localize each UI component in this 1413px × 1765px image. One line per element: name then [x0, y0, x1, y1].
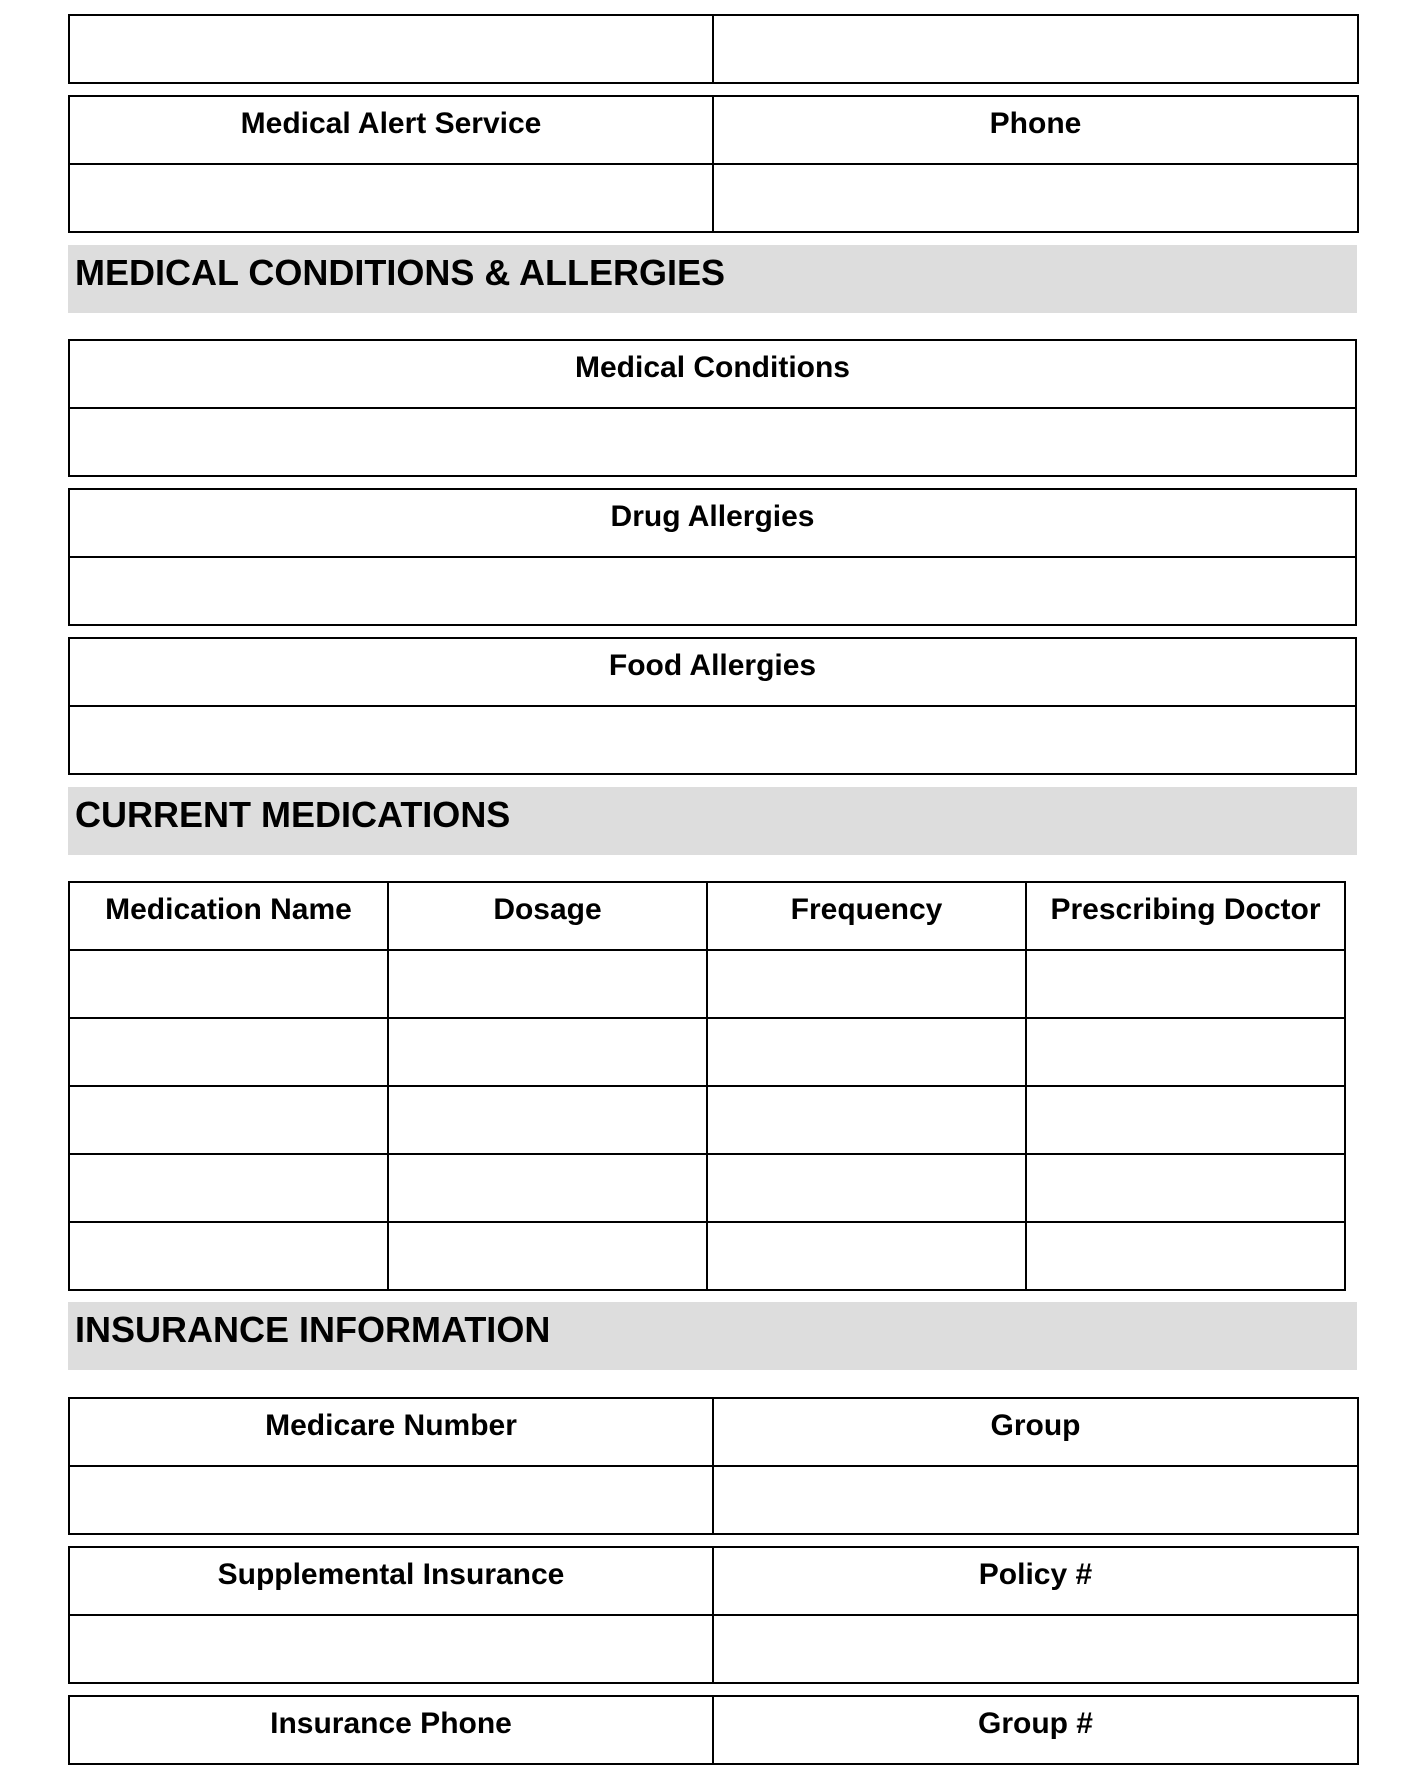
medication-name-cell[interactable] — [69, 1222, 388, 1290]
prescribing-doctor-cell[interactable] — [1026, 1086, 1345, 1154]
medication-name-cell[interactable] — [69, 1154, 388, 1222]
section-current-medications — [68, 787, 1357, 855]
medical-conditions-table — [68, 339, 1357, 477]
policy-number-label: Policy # — [713, 1547, 1358, 1615]
food-allergies-table — [68, 637, 1357, 775]
medical-alert-table — [68, 95, 1359, 233]
frequency-cell[interactable] — [707, 1222, 1026, 1290]
food-allergies-label: Food Allergies — [69, 638, 1356, 706]
prescribing-doctor-cell[interactable] — [1026, 950, 1345, 1018]
dosage-cell[interactable] — [388, 1154, 707, 1222]
top-blank-table — [68, 14, 1359, 84]
medication-name-cell[interactable] — [69, 1086, 388, 1154]
phone-label: Phone — [713, 96, 1358, 164]
dosage-cell[interactable] — [388, 1086, 707, 1154]
group-label: Group — [713, 1398, 1358, 1466]
frequency-header: Frequency — [707, 882, 1026, 950]
section-current-medications-title: CURRENT MEDICATIONS — [75, 794, 511, 835]
table-row — [69, 1222, 1345, 1290]
section-medical-conditions-title: MEDICAL CONDITIONS & ALLERGIES — [75, 252, 726, 293]
dosage-cell[interactable] — [388, 1222, 707, 1290]
supplemental-insurance-label: Supplemental Insurance — [69, 1547, 713, 1615]
table-row — [69, 1018, 1345, 1086]
drug-allergies-table — [68, 488, 1357, 626]
table-row — [69, 1154, 1345, 1222]
section-insurance-information — [68, 1302, 1357, 1370]
top-blank-left-field[interactable] — [69, 15, 713, 83]
section-medical-conditions — [68, 245, 1357, 313]
section-insurance-information-title: INSURANCE INFORMATION — [75, 1309, 551, 1350]
drug-allergies-field[interactable] — [69, 557, 1356, 625]
frequency-cell[interactable] — [707, 1018, 1026, 1086]
medicare-number-label: Medicare Number — [69, 1398, 713, 1466]
medicare-table — [68, 1397, 1359, 1535]
food-allergies-field[interactable] — [69, 706, 1356, 774]
top-blank-right-field[interactable] — [713, 15, 1358, 83]
dosage-header: Dosage — [388, 882, 707, 950]
insurance-phone-table — [68, 1695, 1359, 1765]
policy-number-field[interactable] — [713, 1615, 1358, 1683]
frequency-cell[interactable] — [707, 1086, 1026, 1154]
drug-allergies-label: Drug Allergies — [69, 489, 1356, 557]
dosage-cell[interactable] — [388, 950, 707, 1018]
prescribing-doctor-cell[interactable] — [1026, 1222, 1345, 1290]
prescribing-doctor-cell[interactable] — [1026, 1154, 1345, 1222]
medical-alert-service-field[interactable] — [69, 164, 713, 232]
insurance-phone-label: Insurance Phone — [69, 1696, 713, 1764]
table-row — [69, 950, 1345, 1018]
table-row — [69, 1086, 1345, 1154]
medication-name-cell[interactable] — [69, 950, 388, 1018]
frequency-cell[interactable] — [707, 950, 1026, 1018]
medical-conditions-field[interactable] — [69, 408, 1356, 476]
medical-conditions-label: Medical Conditions — [69, 340, 1356, 408]
prescribing-doctor-header: Prescribing Doctor — [1026, 882, 1345, 950]
medication-name-header: Medication Name — [69, 882, 388, 950]
medications-table — [68, 881, 1346, 1291]
medications-header-row — [69, 882, 1345, 950]
medication-name-cell[interactable] — [69, 1018, 388, 1086]
prescribing-doctor-cell[interactable] — [1026, 1018, 1345, 1086]
group-number-label: Group # — [713, 1696, 1358, 1764]
group-field[interactable] — [713, 1466, 1358, 1534]
supplemental-insurance-table — [68, 1546, 1359, 1684]
supplemental-insurance-field[interactable] — [69, 1615, 713, 1683]
frequency-cell[interactable] — [707, 1154, 1026, 1222]
medicare-number-field[interactable] — [69, 1466, 713, 1534]
dosage-cell[interactable] — [388, 1018, 707, 1086]
medical-alert-service-label: Medical Alert Service — [69, 96, 713, 164]
phone-field[interactable] — [713, 164, 1358, 232]
